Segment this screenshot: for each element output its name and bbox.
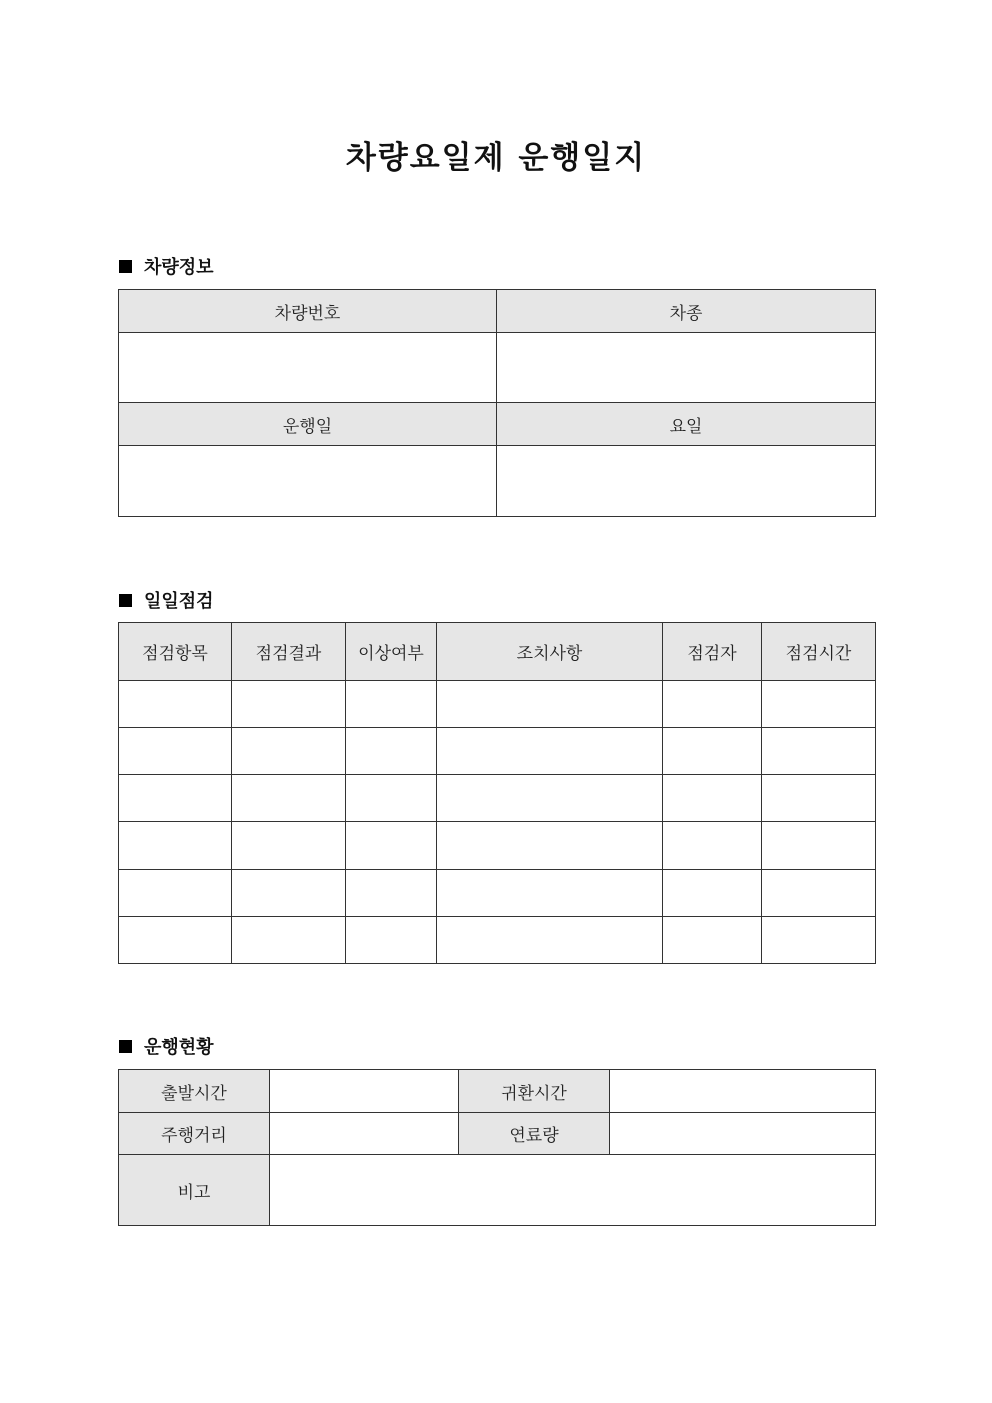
section-heading-label: 차량정보: [144, 257, 214, 278]
table-cell[interactable]: [232, 870, 346, 917]
departure-time-field[interactable]: [270, 1070, 459, 1113]
vehicle-model-label: 차종: [497, 290, 876, 333]
table-cell[interactable]: [762, 822, 876, 870]
column-header-abnormality: 이상여부: [346, 623, 437, 681]
table-cell[interactable]: [437, 775, 663, 822]
table-cell[interactable]: [437, 870, 663, 917]
column-header-inspector: 점검자: [663, 623, 762, 681]
section-heading-label: 운행현황: [144, 1037, 214, 1058]
column-header-check-time: 점검시간: [762, 623, 876, 681]
table-cell[interactable]: [437, 822, 663, 870]
table-cell[interactable]: [232, 917, 346, 964]
table-cell[interactable]: [119, 728, 232, 775]
daily-check-table: [118, 622, 876, 964]
fuel-field[interactable]: [610, 1113, 876, 1155]
table-row: [119, 822, 876, 870]
plate-number-label: 차량번호: [119, 290, 497, 333]
table-row: [119, 917, 876, 964]
table-cell[interactable]: [663, 775, 762, 822]
table-cell[interactable]: [663, 728, 762, 775]
square-bullet-icon: [119, 260, 132, 273]
square-bullet-icon: [119, 1040, 132, 1053]
table-cell[interactable]: [119, 775, 232, 822]
table-row: [119, 870, 876, 917]
section-heading-label: 일일점검: [144, 591, 214, 612]
distance-label: 주행거리: [119, 1113, 270, 1155]
table-cell[interactable]: [346, 870, 437, 917]
table-cell[interactable]: [119, 870, 232, 917]
operation-status-table: [118, 1069, 876, 1226]
fuel-label: 연료량: [459, 1113, 610, 1155]
table-cell[interactable]: [346, 775, 437, 822]
column-header-action-taken: 조치사항: [437, 623, 663, 681]
operation-date-field[interactable]: [119, 446, 497, 517]
table-cell[interactable]: [346, 917, 437, 964]
table-cell[interactable]: [762, 681, 876, 728]
section-heading-daily-check: [119, 587, 214, 613]
distance-field[interactable]: [270, 1113, 459, 1155]
table-cell[interactable]: [437, 681, 663, 728]
table-cell[interactable]: [119, 681, 232, 728]
table-cell[interactable]: [762, 728, 876, 775]
square-bullet-icon: [119, 594, 132, 607]
table-cell[interactable]: [119, 917, 232, 964]
table-cell[interactable]: [663, 822, 762, 870]
table-cell[interactable]: [762, 917, 876, 964]
section-heading-operation-status: [119, 1033, 214, 1059]
table-cell[interactable]: [762, 775, 876, 822]
table-cell[interactable]: [232, 728, 346, 775]
table-cell[interactable]: [663, 917, 762, 964]
table-cell[interactable]: [346, 822, 437, 870]
weekday-label: 요일: [497, 403, 876, 446]
table-cell[interactable]: [437, 728, 663, 775]
table-cell[interactable]: [119, 822, 232, 870]
table-cell[interactable]: [232, 775, 346, 822]
operation-date-label: 운행일: [119, 403, 497, 446]
weekday-field[interactable]: [497, 446, 876, 517]
vehicle-info-table: [118, 289, 876, 517]
table-cell[interactable]: [437, 917, 663, 964]
return-time-label: 귀환시간: [459, 1070, 610, 1113]
departure-time-label: 출발시간: [119, 1070, 270, 1113]
column-header-check-result: 점검결과: [232, 623, 346, 681]
remarks-label: 비고: [119, 1155, 270, 1226]
remarks-field[interactable]: [270, 1155, 876, 1226]
table-cell[interactable]: [663, 870, 762, 917]
return-time-field[interactable]: [610, 1070, 876, 1113]
column-header-check-item: 점검항목: [119, 623, 232, 681]
table-row: [119, 728, 876, 775]
vehicle-model-field[interactable]: [497, 333, 876, 403]
table-cell[interactable]: [232, 822, 346, 870]
table-cell[interactable]: [346, 728, 437, 775]
plate-number-field[interactable]: [119, 333, 497, 403]
page-title: 차량요일제 운행일지: [345, 140, 647, 176]
table-row: [119, 775, 876, 822]
table-cell[interactable]: [232, 681, 346, 728]
table-cell[interactable]: [346, 681, 437, 728]
section-heading-vehicle-info: [119, 253, 214, 279]
table-cell[interactable]: [762, 870, 876, 917]
table-row: [119, 681, 876, 728]
table-cell[interactable]: [663, 681, 762, 728]
